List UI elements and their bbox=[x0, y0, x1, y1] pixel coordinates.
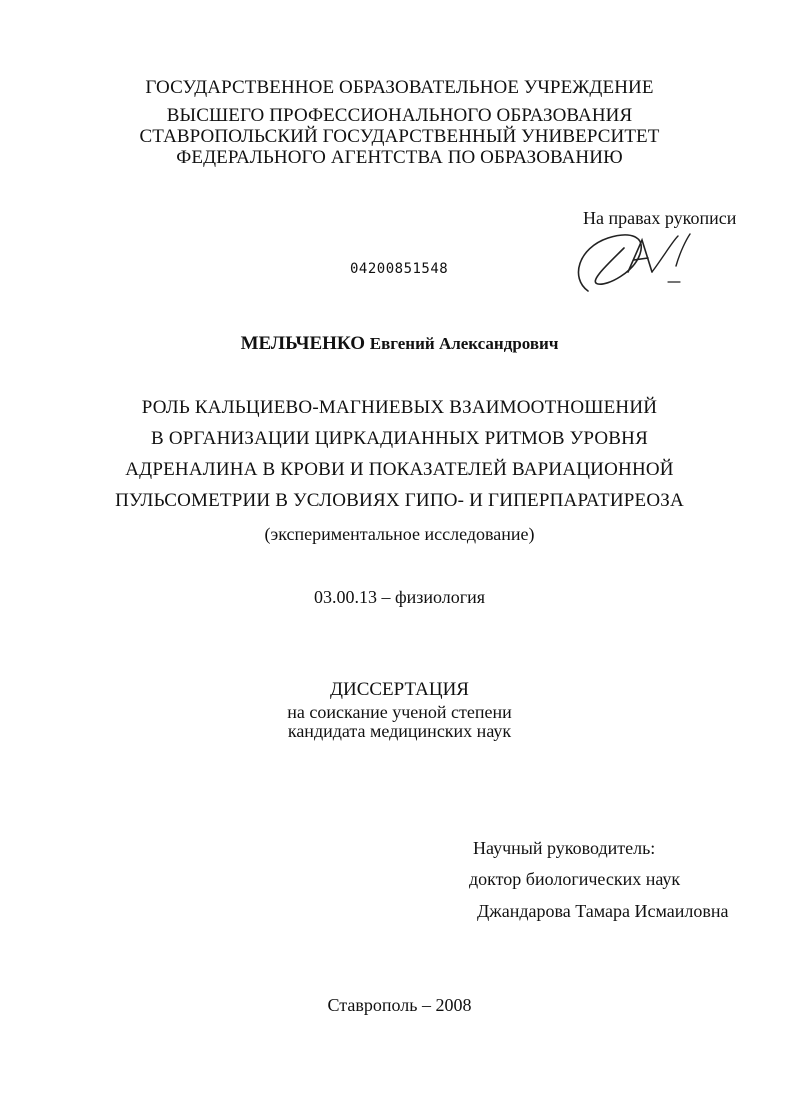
title-line-1: РОЛЬ КАЛЬЦИЕВО-МАГНИЕВЫХ ВЗАИМООТНОШЕНИЙ bbox=[141, 397, 658, 418]
document-type: ДИССЕРТАЦИЯ bbox=[330, 679, 469, 700]
rights-note: На правах рукописи bbox=[583, 208, 737, 228]
author-given-names: Евгений Александрович bbox=[369, 334, 559, 353]
signature-image bbox=[568, 226, 698, 306]
title-subtitle: (экспериментальное исследование) bbox=[264, 524, 535, 544]
supervisor-degree: доктор биологических наук bbox=[469, 869, 681, 889]
institution-line-2: ВЫСШЕГО ПРОФЕССИОНАЛЬНОГО ОБРАЗОВАНИЯ bbox=[166, 105, 633, 126]
supervisor-name: Джандарова Тамара Исмаиловна bbox=[477, 901, 729, 921]
degree-level: кандидата медицинских наук bbox=[287, 721, 512, 741]
place-year: Ставрополь – 2008 bbox=[327, 995, 472, 1015]
institution-line-3: СТАВРОПОЛЬСКИЙ ГОСУДАРСТВЕННЫЙ УНИВЕРСИТЕТ bbox=[139, 126, 660, 147]
specialty-code: 03.00.13 – физиология bbox=[313, 587, 486, 607]
institution-line-4: ФЕДЕРАЛЬНОГО АГЕНТСТВА ПО ОБРАЗОВАНИЮ bbox=[176, 147, 623, 168]
author-surname: МЕЛЬЧЕНКО bbox=[240, 333, 365, 354]
supervisor-role: Научный руководитель: bbox=[473, 838, 656, 858]
degree-purpose: на соискание ученой степени bbox=[287, 702, 512, 722]
catalog-number: 04200851548 bbox=[350, 261, 449, 277]
title-line-4: ПУЛЬСОМЕТРИИ В УСЛОВИЯХ ГИПО- И ГИПЕРПАРАТИРЕОЗА bbox=[115, 490, 684, 511]
institution-line-1: ГОСУДАРСТВЕННОЕ ОБРАЗОВАТЕЛЬНОЕ УЧРЕЖДЕНИЕ bbox=[145, 77, 654, 98]
author-name bbox=[0, 333, 799, 355]
title-line-3: АДРЕНАЛИНА В КРОВИ И ПОКАЗАТЕЛЕЙ ВАРИАЦИОННОЙ bbox=[125, 459, 674, 480]
title-line-2: В ОРГАНИЗАЦИИ ЦИРКАДИАННЫХ РИТМОВ УРОВНЯ bbox=[151, 428, 648, 449]
